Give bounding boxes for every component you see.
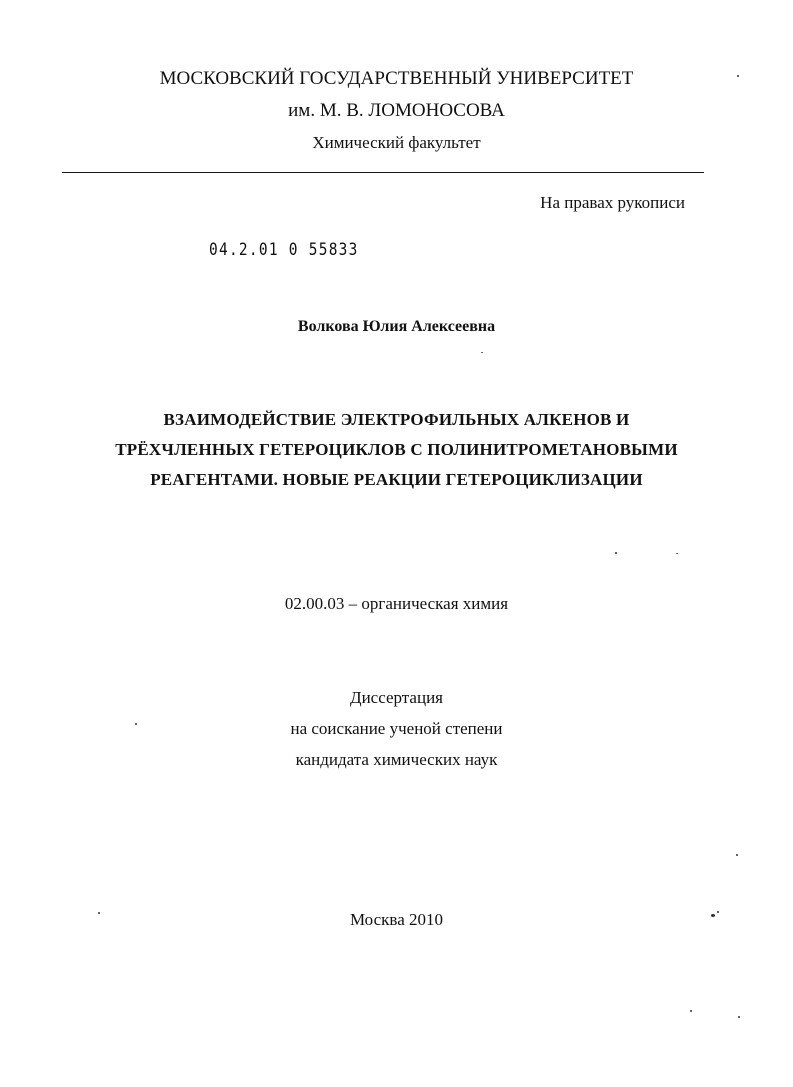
dissertation-degree: кандидата химических наук	[295, 750, 498, 769]
title-line-2: ТРЁХЧЛЕННЫХ ГЕТЕРОЦИКЛОВ С ПОЛИНИТРОМЕТАНОВЫМИ	[115, 440, 678, 459]
header-divider	[62, 172, 704, 173]
author-name: Волкова Юлия Алексеевна	[297, 318, 496, 335]
faculty-name: Химический факультет	[312, 133, 481, 152]
scan-speck	[615, 552, 617, 554]
dissertation-type: Диссертация	[349, 688, 443, 707]
scan-speck	[481, 352, 483, 353]
scan-speck	[717, 911, 719, 913]
university-named-after: им. М. В. ЛОМОНОСОВА	[288, 100, 505, 121]
title-line-1: ВЗАИМОДЕЙСТВИЕ ЭЛЕКТРОФИЛЬНЫХ АЛКЕНОВ И	[163, 410, 630, 429]
scan-speck	[690, 1010, 692, 1012]
dissertation-purpose: на соискание ученой степени	[290, 719, 503, 738]
city-year: Москва 2010	[349, 910, 444, 929]
scan-speck	[135, 723, 137, 725]
scan-speck	[711, 914, 715, 917]
scan-speck	[98, 912, 100, 914]
scan-speck	[738, 1016, 740, 1018]
scan-speck	[737, 75, 739, 77]
title-line-3: РЕАГЕНТАМИ. НОВЫЕ РЕАКЦИИ ГЕТЕРОЦИКЛИЗАЦИИ	[150, 470, 643, 489]
scan-speck	[736, 854, 738, 856]
scan-speck	[676, 553, 678, 554]
library-stamp-number: 04.2.01 0 55833	[209, 240, 359, 260]
manuscript-note: На правах рукописи	[540, 193, 685, 212]
specialty-code: 02.00.03 – органическая химия	[284, 594, 509, 613]
university-name: МОСКОВСКИЙ ГОСУДАРСТВЕННЫЙ УНИВЕРСИТЕТ	[159, 68, 634, 89]
